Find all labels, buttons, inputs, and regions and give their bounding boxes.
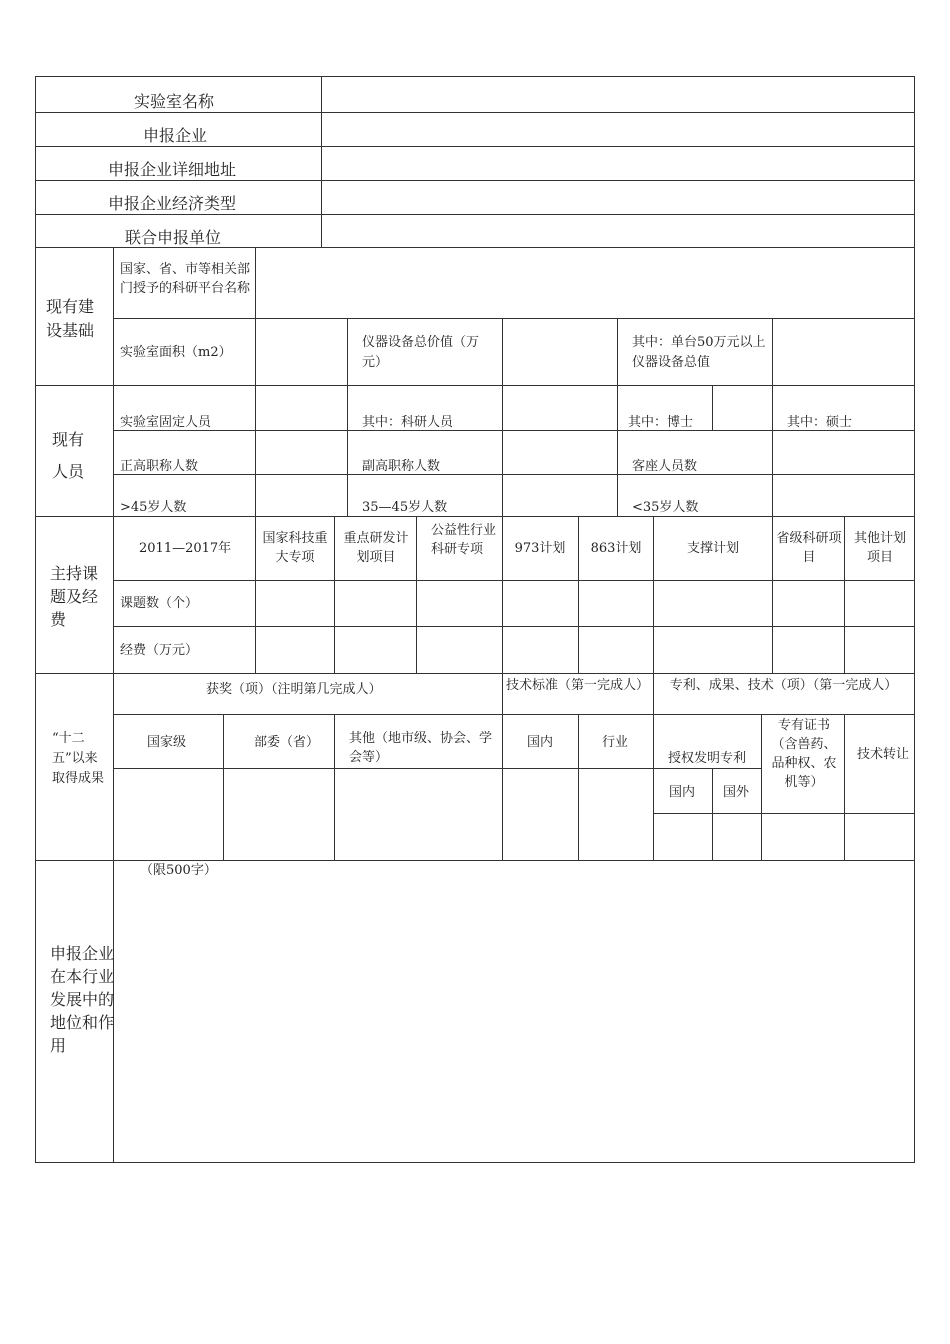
basis-section-label: 现有建设基础: [46, 297, 95, 340]
joint-unit-label: 联合申报单位: [125, 228, 222, 247]
rule: [334, 516, 335, 673]
national-level-label: 国家级: [147, 735, 187, 750]
researchers-label: 其中：科研人员: [362, 415, 454, 430]
tech-transfer-label: 技术转让: [856, 747, 909, 762]
rule: [113, 714, 915, 715]
rule: [502, 516, 503, 673]
rule: [502, 318, 503, 516]
rule: [772, 385, 773, 516]
awards-label: 获奖（项）（注明第几完成人）: [206, 682, 382, 697]
project-col-6: 省级科研项目: [776, 531, 842, 565]
patent-domestic-label: 国内: [669, 785, 696, 800]
rule: [578, 714, 579, 860]
project-col-0: 国家科技重大专项: [262, 531, 328, 565]
rule: [347, 318, 348, 516]
applicant-label: 申报企业: [143, 126, 208, 145]
standard-domestic-label: 国内: [527, 735, 554, 750]
rule: [416, 516, 417, 673]
platform-name-label: 国家、省、市等相关部门授予的科研平台名称: [120, 262, 251, 296]
over45-label: >45岁人数: [120, 500, 187, 515]
rule: [35, 385, 915, 386]
rule: [255, 318, 256, 673]
rule: [712, 768, 713, 860]
project-col-1: 重点研发计划项目: [343, 531, 409, 565]
rule: [914, 76, 915, 1163]
under35-label: <35岁人数: [632, 500, 699, 515]
rule: [223, 714, 224, 860]
equip-over50-label: 其中：单台50万元以上仪器设备总值: [632, 335, 766, 370]
fixed-staff-label: 实验室固定人员: [120, 415, 212, 430]
ministry-level-label: 部委（省）: [254, 735, 320, 750]
patent-foreign-label: 国外: [723, 785, 750, 800]
project-col-5: 支撑计划: [686, 541, 739, 556]
rule: [35, 76, 36, 1163]
achievements-section-label: “十二五”以来取得成果: [52, 731, 105, 786]
rule: [653, 673, 654, 860]
rule: [113, 768, 762, 769]
lab-name-label: 实验室名称: [134, 92, 215, 111]
rule: [712, 385, 713, 430]
rule: [35, 673, 915, 674]
rule: [35, 76, 915, 77]
patents-label: 专利、成果、技术（项）（第一完成人）: [669, 678, 898, 693]
rule: [578, 516, 579, 673]
project-col-3: 973计划: [514, 541, 566, 556]
rule: [113, 318, 915, 319]
period-label: 2011—2017年: [139, 541, 232, 556]
project-col-7: 其他计划项目: [853, 531, 906, 565]
rule: [653, 813, 915, 814]
rule: [255, 247, 256, 318]
certificates-label: 专有证书（含兽药、品种权、农机等）: [771, 718, 837, 790]
rule: [772, 318, 773, 385]
standards-label: 技术标准（第一完成人）: [505, 678, 649, 693]
rule: [653, 516, 654, 673]
invention-patent-label: 授权发明专利: [668, 751, 747, 766]
address-label: 申报企业详细地址: [108, 160, 237, 179]
rule: [617, 318, 618, 516]
position-section-label: 申报企业在本行业发展中的地位和作用: [50, 944, 115, 1055]
other-level-label: 其他（地市级、协会、学会等）: [349, 731, 493, 765]
rule: [502, 673, 503, 860]
project-col-4: 863计划: [590, 541, 642, 556]
staff-section-label: 现有人员: [52, 430, 85, 481]
rule: [113, 474, 915, 475]
position-text-area[interactable]: [114, 880, 914, 1162]
visiting-staff-label: 客座人员数: [632, 459, 698, 474]
project-col-2: 公益性行业科研专项: [431, 523, 497, 557]
rule: [844, 714, 845, 860]
senior-title-label: 正高职称人数: [120, 459, 199, 474]
projects-section-label: 主持课题及经费: [50, 564, 99, 629]
project-count-label: 课题数（个）: [120, 596, 199, 611]
rule: [772, 516, 773, 673]
rule: [321, 76, 322, 247]
master-label: 其中：硕士: [787, 415, 853, 430]
rule: [35, 1162, 915, 1163]
rule: [844, 516, 845, 673]
standard-industry-label: 行业: [602, 735, 629, 750]
vice-senior-title-label: 副高职称人数: [362, 459, 441, 474]
rule: [113, 580, 915, 581]
lab-area-label: 实验室面积（m2）: [120, 345, 232, 360]
econ-type-label: 申报企业经济类型: [108, 194, 237, 213]
equip-total-label: 仪器设备总价值（万元）: [362, 335, 480, 370]
word-limit-note: （限500字）: [140, 863, 217, 878]
rule: [761, 714, 762, 860]
rule: [113, 626, 915, 627]
age35-45-label: 35—45岁人数: [362, 500, 448, 515]
phd-label: 其中：博士: [628, 415, 694, 430]
rule: [334, 714, 335, 860]
project-funds-label: 经费（万元）: [120, 643, 199, 658]
